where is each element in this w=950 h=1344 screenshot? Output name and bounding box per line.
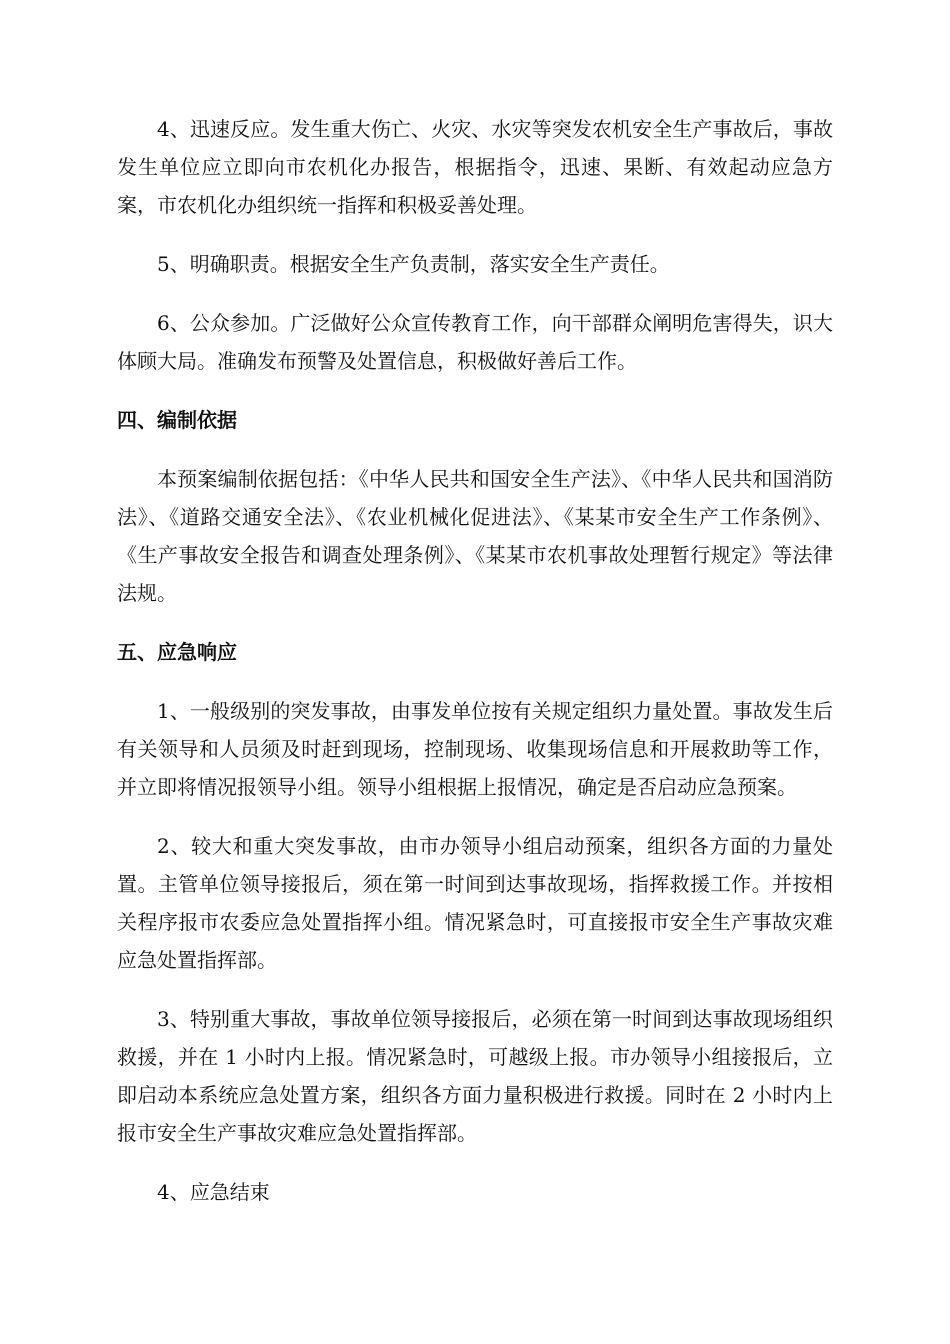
- document-body: [117, 110, 833, 1232]
- paragraph-basis: 本预案编制依据包括：《中华人民共和国安全生产法》、《中华人民共和国消防法》、《道路交通安全法》、《农业机械化促进法》、《某某市安全生产工作条例》、《生产事故安全报告和调查处理条例》、《某某市农机事故处理暂行规定》等法律法规。: [117, 467, 833, 605]
- section-heading-basis: 四、编制依据: [117, 408, 237, 432]
- section-heading-emergency-response: 五、应急响应: [117, 640, 237, 664]
- paragraph-clear-duties: 5、明确职责。根据安全生产负责制，落实安全生产责任。: [157, 252, 670, 276]
- paragraph-public-participation: 6、公众参加。广泛做好公众宣传教育工作，向干部群众阐明危害得失，识大体顾大局。准确发布预警及处置信息，积极做好善后工作。: [117, 311, 833, 373]
- paragraph-response-2: 2、较大和重大突发事故，由市办领导小组启动预案，组织各方面的力量处置。主管单位领导接报后，须在第一时间到达事故现场，指挥救援工作。并按相关程序报市农委应急处置指挥小组。情况紧急时，可直接报市安全生产事故灾难应急处置指挥部。: [117, 834, 833, 972]
- paragraph-response-4: 4、应急结束: [157, 1180, 270, 1204]
- paragraph-response-3: 3、特别重大事故，事故单位领导接报后，必须在第一时间到达事故现场组织救援，并在 1 小时内上报。情况紧急时，可越级上报。市办领导小组接报后，立即启动本系统应急处置方案，组织各方面力量积极进行救援。同时在 2 小时内上报市安全生产事故灾难应急处置指挥部。: [117, 1007, 833, 1145]
- paragraph-response-1: 1、一般级别的突发事故，由事发单位按有关规定组织力量处置。事故发生后有关领导和人员须及时赶到现场，控制现场、收集现场信息和开展救助等工作，并立即将情况报领导小组。领导小组根据上报情况，确定是否启动应急预案。: [117, 699, 833, 799]
- paragraph-rapid-response: 4、迅速反应。发生重大伤亡、火灾、水灾等突发农机安全生产事故后，事故发生单位应立即向市农机化办报告，根据指令，迅速、果断、有效起动应急方案，市农机化办组织统一指挥和积极妥善处理。: [117, 117, 833, 217]
